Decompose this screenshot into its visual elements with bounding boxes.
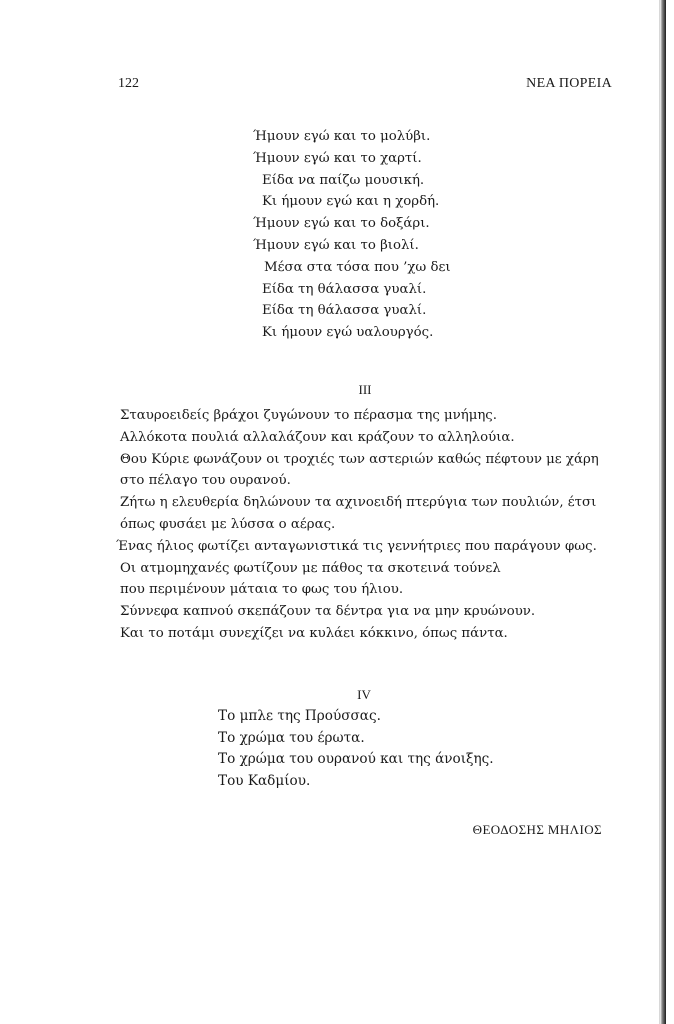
poem-line: που περιμένουν μάταια το φως του ήλιου. xyxy=(120,582,404,598)
poem-section-3 xyxy=(116,405,599,645)
poem-line: Το χρώμα του ουρανού και της άνοιξης. xyxy=(218,751,494,768)
poem-line: Θου Κύριε φωνάζουν οι τροχιές των αστεριών καθώς πέφτουν με χάρη xyxy=(120,451,599,467)
poem-line: Ζήτω η ελευθερία δηλώνουν τα αχινοειδή πτερύγια των πουλιών, έτσι xyxy=(120,495,597,511)
poem-line: Είδα να παίζω μουσική. xyxy=(262,172,425,188)
poem-line: Ήμουν εγώ και το μολύβι. xyxy=(253,129,431,144)
poem-line: Αλλόκοτα πουλιά αλλαλάζουν και κράζουν το αλληλούια. xyxy=(120,429,515,445)
section-numeral-4: IV xyxy=(357,687,371,702)
poem-line: Το χρώμα του έρωτα. xyxy=(218,729,365,746)
section-numeral-3: III xyxy=(358,382,372,397)
poem-line: Ένας ήλιος φωτίζει ανταγωνιστικά τις γεννήτριες που παράγουν φως. xyxy=(116,538,597,554)
poem-line: Σταυροειδείς βράχοι ζυγώνουν το πέρασμα της μνήμης. xyxy=(120,408,497,423)
poem-line: Του Καδμίου. xyxy=(218,772,311,789)
poem-line: Ήμουν εγώ και το χαρτί. xyxy=(253,150,422,166)
poem-line: Ήμουν εγώ και το βιολί. xyxy=(253,237,419,253)
author-signature: ΘΕΟΔΟΣΗΣ ΜΗΛΙΟΣ xyxy=(472,822,602,837)
poem-stanza-1 xyxy=(253,126,451,344)
poem-line: όπως φυσάει με λύσσα ο αέρας. xyxy=(120,516,336,532)
poem-line: Και το ποτάμι συνεχίζει να κυλάει κόκκινο, όπως πάντα. xyxy=(120,625,508,641)
poem-line: Ήμουν εγώ και το δοξάρι. xyxy=(253,216,430,232)
poem-line: στο πέλαγο του ουρανού. xyxy=(120,473,291,489)
poem-line: Σύννεφα καπνού σκεπάζουν τα δέντρα για να μην κρυώνουν. xyxy=(120,604,536,620)
poem-line: Είδα τη θάλασσα γυαλί. xyxy=(262,281,427,297)
poem-line: Οι ατμομηχανές φωτίζουν με πάθος τα σκοτεινά τούνελ xyxy=(120,560,501,576)
poem-line: Κι ήμουν εγώ και η χορδή. xyxy=(262,194,440,210)
poem-line: Μέσα στα τόσα που ’χω δει xyxy=(264,259,451,275)
poem-line: Το μπλε της Προύσσας. xyxy=(218,708,381,724)
poem-line: Κι ήμουν εγώ υαλουργός. xyxy=(262,325,434,341)
poem-section-4 xyxy=(218,706,494,792)
poem-line: Είδα τη θάλασσα γυαλί. xyxy=(262,303,427,319)
running-title: ΝΕΑ ΠΟΡΕΙΑ xyxy=(526,76,612,91)
page-edge-shadow xyxy=(660,0,666,1024)
page-number: 122 xyxy=(118,76,139,91)
